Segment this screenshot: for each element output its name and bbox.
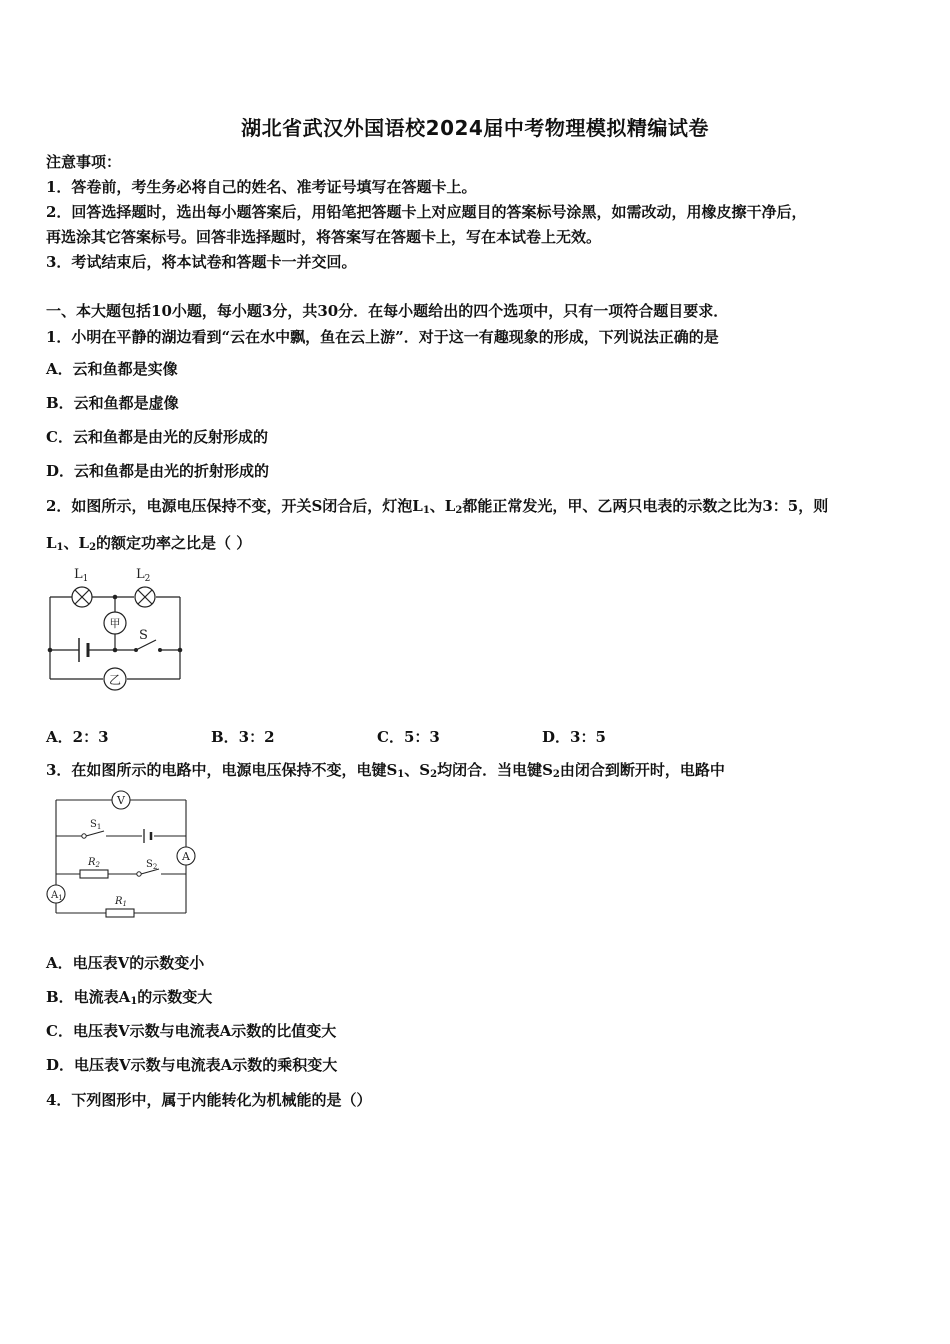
q1-option-a: A．云和鱼都是实像 [46,360,178,378]
section-heading: 一、本大题包括10小题，每小题3分，共30分．在每小题给出的四个选项中，只有一项符合题目要求． [46,302,729,320]
q3-option-d: D．电压表V示数与电流表A示数的乘积变大 [46,1056,338,1074]
svg-text:R2: $R_2$ [88,857,100,869]
q4-stem: 4．下列图形中，属于内能转化为机械能的是（） [46,1091,372,1109]
battery [79,638,88,662]
resistor-r2 [80,870,108,878]
switch-s2-label: S [146,859,153,870]
voltmeter-label: V [117,794,125,807]
page-title: 湖北省武汉外国语校2024届中考物理模拟精编试卷 [241,116,709,140]
resistor-r1 [106,909,134,917]
svg-text:S2: $S_2$ [146,859,158,871]
lamp-l2 [135,587,155,607]
q2-options [46,726,746,746]
switch-s-label: S [139,628,148,643]
notice-item: 再选涂其它答案标号。回答非选择题时，将答案写在答题卡上，写在本试卷上无效。 [46,228,602,246]
q2-option-b: B．3：2 [211,728,275,746]
ammeter-a1-label: A [51,890,59,901]
lamp-l1 [72,587,92,607]
q1-option-c: C．云和鱼都是由光的反射形成的 [46,428,268,446]
q3-option-c: C．电压表V示数与电流表A示数的比值变大 [46,1022,337,1040]
meter-jia-label: 甲 [109,617,121,630]
switch-s1-label: S [90,819,97,830]
svg-text:S1: $S_1$ [90,819,102,831]
svg-text:L2: $L_2$ [136,567,151,584]
notice-heading: 注意事项： [46,153,122,171]
q2-option-a: A．2：3 [46,728,109,746]
q2-circuit-diagram [44,562,189,694]
svg-text:L1: $L_1$ [74,567,89,584]
q3-option-a: A．电压表V的示数变小 [46,954,205,972]
lamp-l2-label: L [136,567,145,582]
notice-item: 3．考试结束后，将本试卷和答题卡一并交回。 [46,253,357,271]
q2-option-d: D．3：5 [542,728,606,746]
q2-option-c: C．5：3 [377,728,440,746]
q3-circuit-diagram [42,788,202,918]
resistor-r1-label: R [115,896,123,907]
q2-stem-line2: $L_1$、$L_2$的额定功率之比是（ ） [46,534,252,553]
q3-stem: 3．在如图所示的电路中，电源电压保持不变，电键$S_1$、$S_2$均闭合．当电键$S_2$由闭合到断开时，电路中 [46,761,725,780]
ammeter-a-label: A [182,850,190,863]
notice-item: 2．回答选择题时，选出每小题答案后，用铅笔把答题卡上对应题目的答案标号涂黑，如需改动，用橡皮擦干净后， [46,203,807,221]
svg-text:A1: $A_1$ [51,890,63,902]
meter-yi-label: 乙 [108,673,122,687]
notice-item: 1．答卷前，考生务必将自己的姓名、准考证号填写在答题卡上。 [46,178,477,196]
q1-option-d: D．云和鱼都是由光的折射形成的 [46,462,270,480]
resistor-r2-label: R [88,857,96,868]
q1-option-b: B．云和鱼都是虚像 [46,394,179,412]
q2-stem: 2．如图所示，电源电压保持不变，开关S闭合后，灯泡$L_1$、$L_2$都能正常发光，甲、乙两只电表的示数之比为3：5，则 [46,497,829,516]
q3-option-b: B．电流表$A_1$的示数变大 [46,988,213,1007]
lamp-l1-label: L [74,567,83,582]
svg-text:R1: $R_1$ [115,896,127,908]
q1-stem: 1．小明在平静的湖边看到“云在水中飘，鱼在云上游”．对于这一有趣现象的形成，下列说法正确的是 [46,328,719,346]
